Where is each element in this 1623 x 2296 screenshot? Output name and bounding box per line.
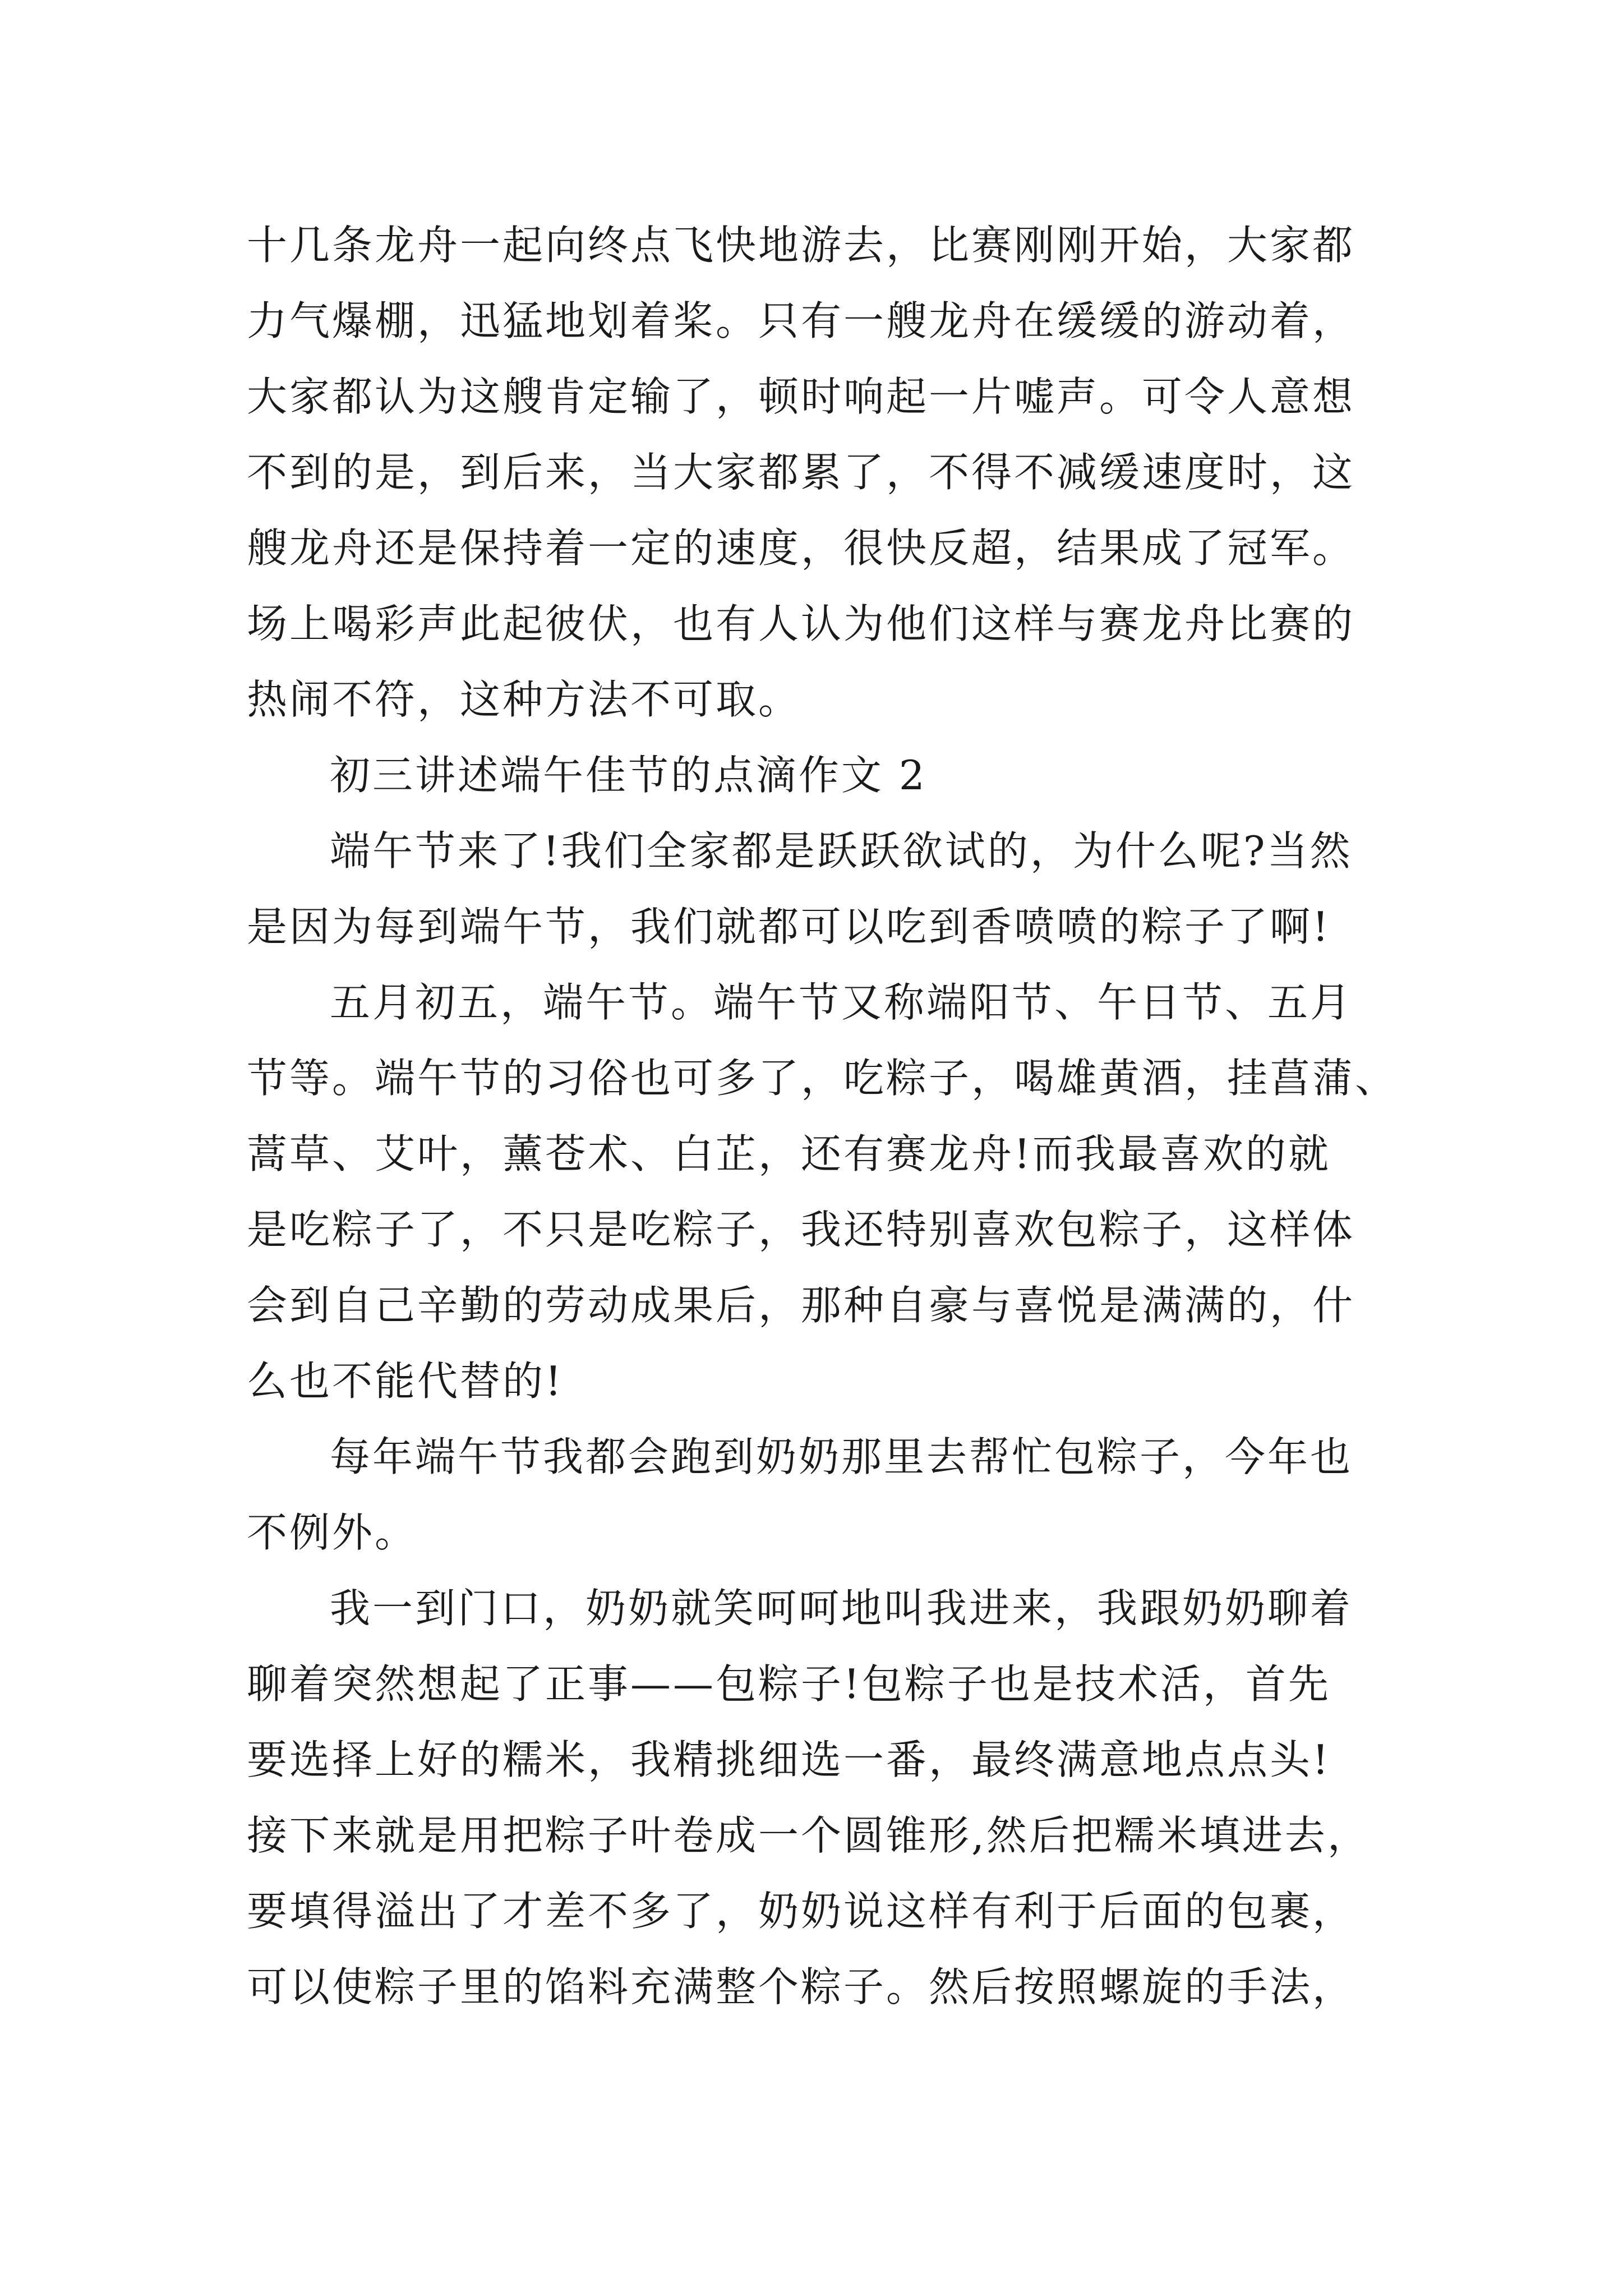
section-heading: 初三讲述端午佳节的点滴作文 2 xyxy=(330,752,927,799)
text-line: 是吃粽子了，不只是吃粽子，我还特别喜欢包粽子，这样体 xyxy=(247,1206,1355,1253)
text-line: 可以使粽子里的馅料充满整个粽子。然后按照螺旋的手法， xyxy=(247,1963,1355,2010)
text-line: 艘龙舟还是保持着一定的速度，很快反超，结果成了冠军。 xyxy=(247,524,1355,572)
paragraph-start-line: 每年端午节我都会跑到奶奶那里去帮忙包粽子，今年也 xyxy=(330,1433,1353,1480)
text-line: 大家都认为这艘肯定输了，顿时响起一片嘘声。可令人意想 xyxy=(247,373,1355,420)
text-line: 会到自己辛勤的劳动成果后，那种自豪与喜悦是满满的，什 xyxy=(247,1282,1355,1329)
paragraph-start-line: 端午节来了!我们全家都是跃跃欲试的，为什么呢?当然 xyxy=(330,827,1353,875)
text-line: 蒿草、艾叶，薰苍术、白芷，还有赛龙舟!而我最喜欢的就 xyxy=(247,1130,1331,1177)
text-line: 热闹不符，这种方法不可取。 xyxy=(247,676,801,723)
text-line: 节等。端午节的习俗也可多了，吃粽子，喝雄黄酒，挂菖蒲、 xyxy=(247,1055,1398,1102)
text-line: 力气爆棚，迅猛地划着桨。只有一艘龙舟在缓缓的游动着， xyxy=(247,297,1355,344)
text-line: 要填得溢出了才差不多了，奶奶说这样有利于后面的包裹， xyxy=(247,1888,1355,1935)
text-line: 不例外。 xyxy=(247,1509,418,1556)
text-line: 不到的是，到后来，当大家都累了，不得不减缓速度时，这 xyxy=(247,449,1355,496)
paragraph-start-line: 我一到门口，奶奶就笑呵呵地叫我进来，我跟奶奶聊着 xyxy=(330,1585,1353,1632)
text-line: 么也不能代替的! xyxy=(247,1358,564,1405)
text-line: 场上喝彩声此起彼伏，也有人认为他们这样与赛龙舟比赛的 xyxy=(247,600,1355,647)
paragraph-start-line: 五月初五，端午节。端午节又称端阳节、午日节、五月 xyxy=(330,979,1353,1026)
document-body xyxy=(247,208,1398,2025)
text-line: 接下来就是用把粽子叶卷成一个圆锥形,然后把糯米填进去， xyxy=(247,1812,1370,1859)
text-line: 十几条龙舟一起向终点飞快地游去，比赛刚刚开始，大家都 xyxy=(247,222,1355,269)
text-line: 是因为每到端午节，我们就都可以吃到香喷喷的粽子了啊! xyxy=(247,903,1331,950)
text-line: 要选择上好的糯米，我精挑细选一番，最终满意地点点头! xyxy=(247,1736,1331,1783)
text-line: 聊着突然想起了正事——包粽子!包粽子也是技术活，首先 xyxy=(247,1660,1331,1708)
